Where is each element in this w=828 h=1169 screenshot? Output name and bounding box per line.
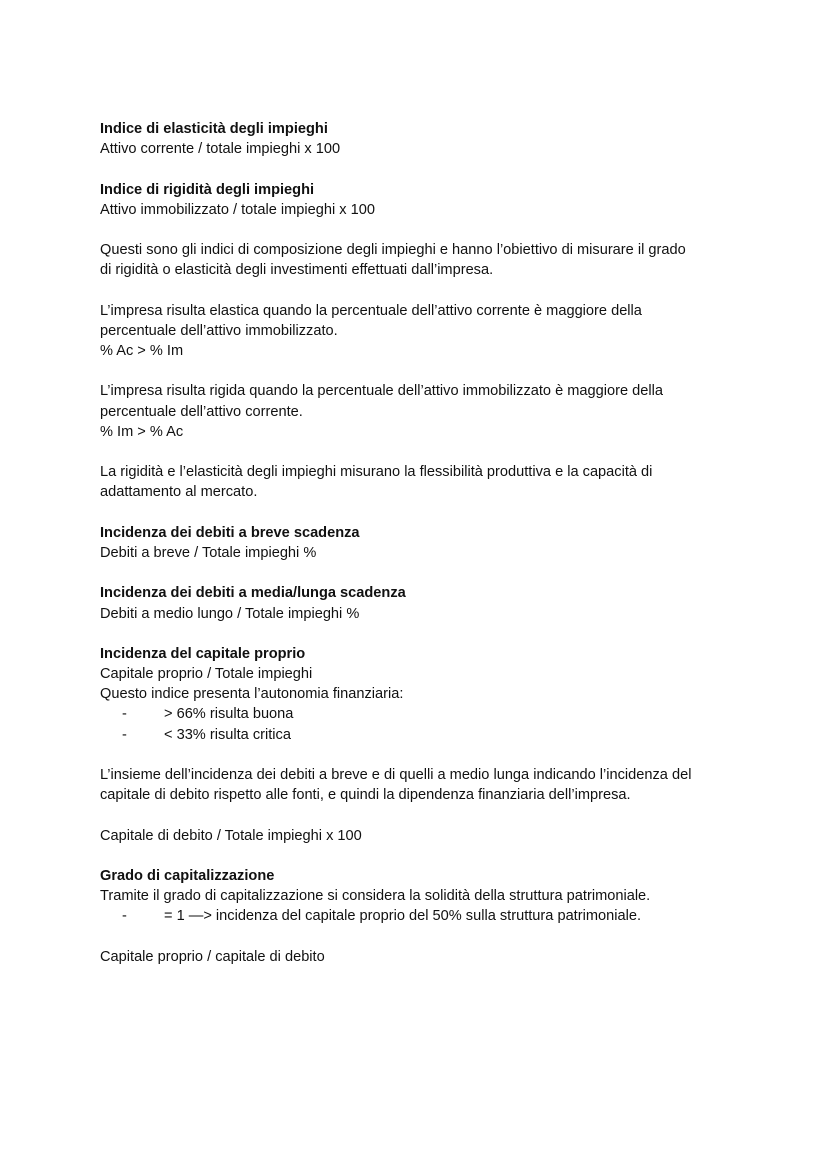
text-block: [100, 947, 691, 967]
blank-line: [100, 503, 691, 523]
text-line: Debiti a breve / Totale impieghi %: [100, 544, 317, 561]
text-block: [100, 765, 691, 805]
text-block: [100, 583, 691, 623]
text-line: Capitale proprio / capitale di debito: [100, 948, 325, 965]
blank-line: [100, 361, 691, 381]
text-line: adattamento al mercato.: [100, 484, 258, 501]
blank-line: [100, 220, 691, 240]
text-block: [100, 523, 691, 563]
blank-line: [100, 846, 691, 866]
text-line: percentuale dell’attivo immobilizzato.: [100, 322, 338, 339]
text-line: L’impresa risulta rigida quando la percentuale dell’attivo immobilizzato è maggiore della: [100, 383, 663, 400]
text-line: Questo indice presenta l’autonomia finanziaria:: [100, 686, 404, 703]
text-line: Tramite il grado di capitalizzazione si considera la solidità della struttura patrimoniale.: [100, 888, 651, 905]
bullet-dash: -: [122, 726, 127, 743]
section-heading: Indice di elasticità degli impieghi: [100, 121, 328, 137]
text-block: [100, 301, 691, 362]
bullet-text: < 33% risulta critica: [164, 726, 291, 743]
text-line: Attivo immobilizzato / totale impieghi x 100: [100, 201, 375, 218]
bullet-item: [100, 906, 691, 926]
blank-line: [100, 805, 691, 825]
section-heading: Indice di rigidità degli impieghi: [100, 181, 315, 198]
text-line: Capitale proprio / Totale impieghi: [100, 666, 313, 683]
text-block: [100, 826, 691, 846]
text-line: Questi sono gli indici di composizione degli impieghi e hanno l’obiettivo di misurare il grado: [100, 242, 686, 259]
bullet-text: > 66% risulta buona: [164, 706, 294, 723]
section-heading: Incidenza dei debiti a media/lunga scadenza: [100, 585, 406, 602]
text-line: L’impresa risulta elastica quando la percentuale dell’attivo corrente è maggiore della: [100, 302, 642, 319]
section-heading: Grado di capitalizzazione: [100, 867, 275, 884]
blank-line: [100, 281, 691, 301]
blank-line: [100, 563, 691, 583]
text-line: Attivo corrente / totale impieghi x 100: [100, 141, 341, 158]
text-line: L’insieme dell’incidenza dei debiti a breve e di quelli a medio lunga indicando l’incidenza del: [100, 767, 692, 783]
text-block: [100, 462, 691, 502]
text-line: di rigidità o elasticità degli investimenti effettuati dall’impresa.: [100, 262, 494, 279]
text-block: [100, 644, 691, 745]
text-block: [100, 240, 691, 280]
blank-line: [100, 624, 691, 644]
text-line: percentuale dell’attivo corrente.: [100, 403, 303, 420]
blank-line: [100, 927, 691, 947]
text-line: % Im > % Ac: [100, 423, 184, 440]
blank-line: [100, 745, 691, 765]
bullet-dash: -: [122, 706, 127, 723]
text-block: [100, 119, 691, 159]
bullet-dash: -: [122, 908, 127, 925]
document-page: [100, 119, 691, 967]
bullet-item: [100, 704, 691, 724]
text-line: La rigidità e l’elasticità degli impieghi misurano la flessibilità produttiva e la capacità di: [100, 464, 653, 481]
bullet-text: = 1 —> incidenza del capitale proprio del 50% sulla struttura patrimoniale.: [164, 908, 641, 925]
text-line: Capitale di debito / Totale impieghi x 100: [100, 827, 362, 844]
text-line: capitale di debito rispetto alle fonti, e quindi la dipendenza finanziaria dell’impresa.: [100, 787, 631, 804]
text-block: [100, 180, 691, 220]
text-line: % Ac > % Im: [100, 343, 184, 360]
blank-line: [100, 159, 691, 179]
text-line: Debiti a medio lungo / Totale impieghi %: [100, 605, 360, 622]
text-block: [100, 381, 691, 442]
section-heading: Incidenza dei debiti a breve scadenza: [100, 524, 360, 541]
bullet-item: [100, 725, 691, 745]
text-block: [100, 866, 691, 927]
blank-line: [100, 442, 691, 462]
section-heading: Incidenza del capitale proprio: [100, 645, 306, 662]
